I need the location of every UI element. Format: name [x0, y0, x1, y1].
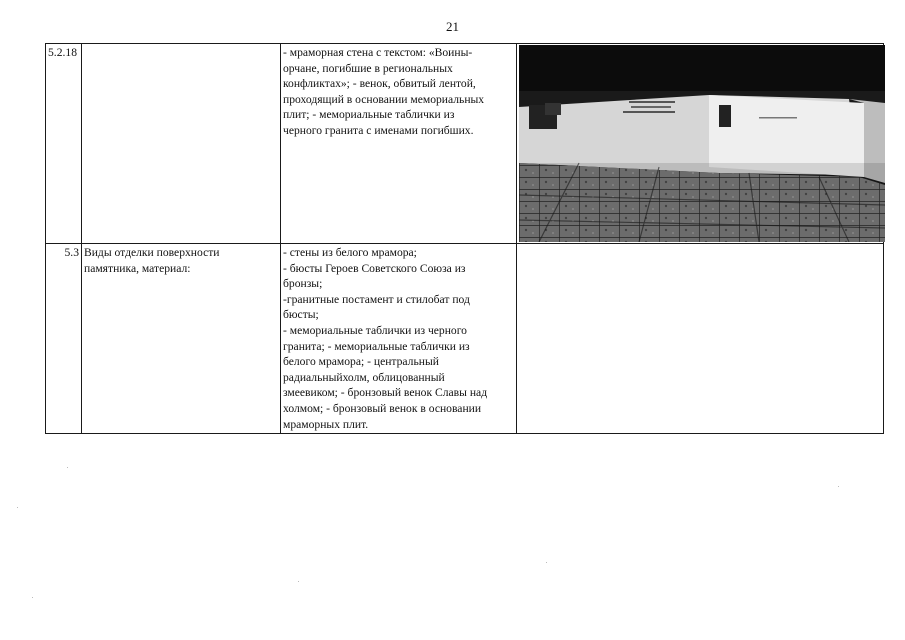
row-description [281, 244, 517, 434]
scan-speck [67, 467, 68, 468]
photo-cell [517, 44, 884, 244]
description-line: орчане, погибшие в региональных [283, 61, 453, 75]
table-row [46, 244, 884, 434]
page-number: 21 [446, 19, 459, 34]
description-line: конфликтах»; - венок, обвитый лентой, [283, 77, 476, 91]
scan-speck [546, 562, 547, 563]
description-line: бюсты; [283, 308, 319, 322]
description-line: - мемориальные таблички из черного [283, 323, 467, 337]
scan-speck [32, 597, 33, 598]
description-line: мраморных плит. [283, 417, 369, 431]
description-line: змеевиком; - бронзовый венок Славы над [283, 386, 488, 400]
empty-photo-cell [517, 244, 884, 434]
row-number: 5.3 [46, 244, 82, 434]
scan-speck [17, 507, 18, 508]
description-line: проходящий в основании мемориальных [283, 92, 485, 106]
description-line: белого мрамора; - центральный [283, 355, 439, 369]
description-line: - стены из белого мрамора; [283, 246, 417, 259]
row-name [82, 244, 281, 434]
description-line: плит; - мемориальные таблички из [283, 108, 455, 122]
description-line: -гранитные постамент и стилобат под [283, 292, 470, 306]
scan-speck [298, 581, 299, 582]
table-row [46, 44, 884, 244]
row-description [281, 44, 517, 244]
memorial-wall-photo [519, 45, 885, 242]
description-line: гранита; - мемориальные таблички из [283, 339, 470, 353]
row-name [82, 44, 281, 244]
monument-table [45, 43, 884, 434]
row-number: 5.2.18 [46, 44, 82, 244]
name-line: памятника, материал: [84, 261, 191, 275]
description-line: холмом; - бронзовый венок в основании [283, 401, 482, 415]
scan-speck [838, 486, 839, 487]
name-line: Виды отделки поверхности [84, 246, 220, 259]
description-line: - бюсты Героев Советского Союза из [283, 261, 466, 275]
description-line: черного гранита с именами погибших. [283, 123, 474, 137]
description-line: бронзы; [283, 277, 323, 291]
description-line: радиальныйхолм, облицованный [283, 370, 445, 384]
description-line: - мраморная стена с текстом: «Воины- [283, 46, 473, 59]
